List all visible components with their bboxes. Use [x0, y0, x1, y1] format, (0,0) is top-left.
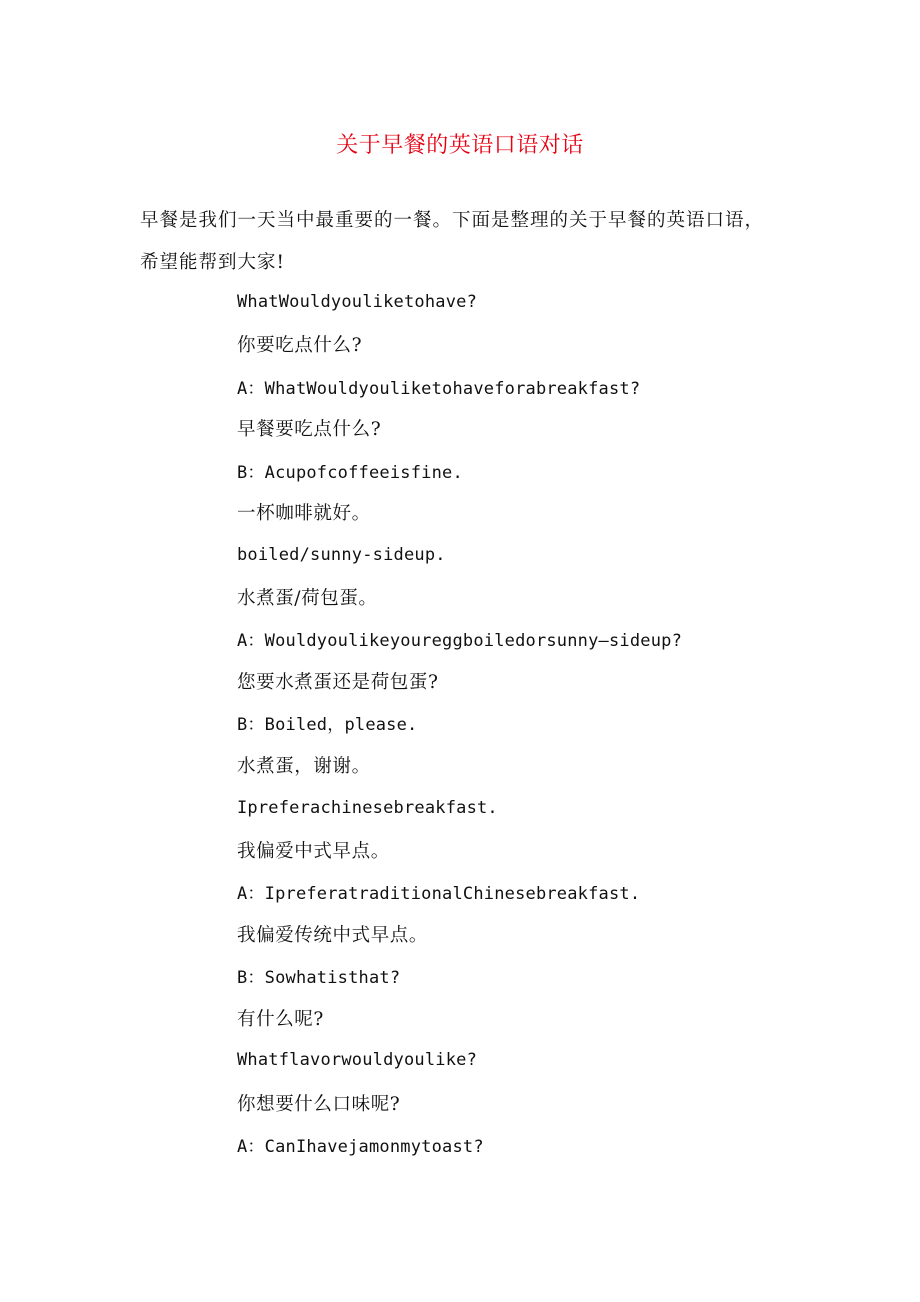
dialogue-line: 早餐要吃点什么? — [237, 419, 382, 440]
dialogue-line: 一杯咖啡就好。 — [237, 503, 371, 524]
dialogue-line: B：Sowhatisthat? — [237, 968, 401, 988]
dialogue-line: A：IpreferatraditionalChinesebreakfast. — [237, 884, 641, 904]
dialogue-line: boiled/sunny-sideup. — [237, 545, 446, 565]
dialogue-line: 水煮蛋/荷包蛋。 — [237, 588, 378, 609]
dialogue-line: 我偏爱中式早点。 — [237, 841, 390, 862]
dialogue-line: 有什么呢? — [237, 1009, 324, 1030]
dialogue-line: 水煮蛋，谢谢。 — [237, 756, 371, 777]
dialogue-line: Ipreferachinesebreakfast. — [237, 798, 498, 818]
dialogue-line: Whatflavorwouldyoulike? — [237, 1050, 478, 1070]
dialogue-line: 您要水煮蛋还是荷包蛋? — [237, 672, 439, 693]
dialogue-line: WhatWouldyouliketohave? — [237, 292, 478, 312]
intro-paragraph: 早餐是我们一天当中最重要的一餐。下面是整理的关于早餐的英语口语，希望能帮到大家! — [140, 210, 765, 273]
dialogue-line: A：WhatWouldyouliketohaveforabreakfast? — [237, 379, 641, 399]
dialogue-line: B：Acupofcoffeeisfine. — [237, 463, 463, 483]
dialogue-line: 你想要什么口味呢? — [237, 1094, 401, 1115]
dialogue-line: 我偏爱传统中式早点。 — [237, 925, 429, 946]
document-title: 关于早餐的英语口语对话 — [336, 132, 584, 158]
dialogue-line: A：Wouldyoulikeyoureggboiledorsunny—sideup? — [237, 631, 683, 651]
dialogue-line: A：CanIhavejamonmytoast? — [237, 1137, 484, 1157]
dialogue-line: B：Boiled，please. — [237, 715, 418, 735]
dialogue-line: 你要吃点什么? — [237, 335, 363, 356]
